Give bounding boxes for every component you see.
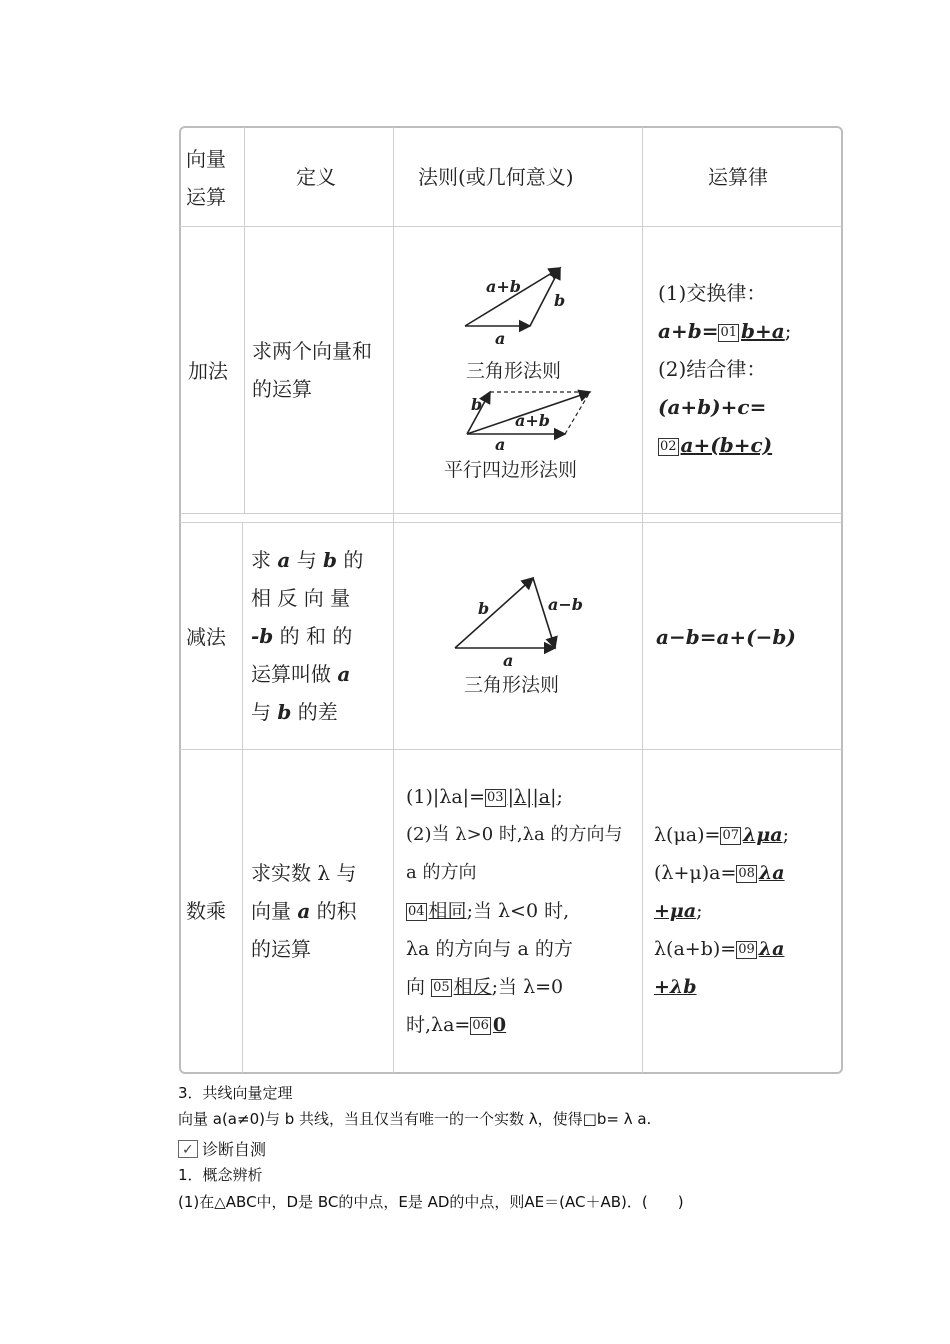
answer-box: 01 bbox=[720, 325, 738, 340]
def-scalar-multiplication: 求实数 λ 与 向量 a 的积 的运算 bbox=[251, 861, 357, 961]
caption-parallelogram-rule: 平行四边形法则 bbox=[444, 459, 578, 481]
theorem-text: 向量 a(a≠0)与 b 共线，当且仅当有唯一的一个实数 λ，使得□b= λ a. bbox=[178, 1110, 652, 1128]
header-rule: 法则(或几何意义) bbox=[418, 165, 574, 189]
answer-box: 05 bbox=[433, 980, 450, 995]
law-scalar-multiplication: λ(μa)= 07 λμa; (λ+μ)a= 08 λa +μa; λ(a+b)= 09 λa +λb bbox=[654, 824, 789, 998]
section-heading: 3．共线向量定理 bbox=[178, 1084, 293, 1102]
caption-triangle-rule: 三角形法则 bbox=[464, 674, 560, 696]
subtraction-triangle-diagram bbox=[445, 570, 595, 670]
op-addition: 加法 bbox=[188, 359, 228, 383]
label-a-minus-b: a−b bbox=[548, 595, 583, 614]
law-addition bbox=[658, 274, 838, 464]
law-line: 02 a+(b+c) bbox=[660, 433, 773, 457]
op-scalar-multiplication: 数乘 bbox=[186, 899, 226, 923]
law-line: (2)结合律： bbox=[658, 357, 767, 381]
law-subtraction: a−b=a+(−b) bbox=[656, 625, 796, 649]
rule-scalar-multiplication: (1)|λa|= 03 |λ||a|; (2)当 λ>0 时,λa 的方向与 a 的方向 04 相同;当 λ<0 时, λa 的方向与 a 的方 向 05 相反;当 λ=0 时,λa= 06 0 bbox=[406, 786, 623, 1036]
label-a: a bbox=[503, 651, 514, 670]
grid-line bbox=[393, 127, 394, 1073]
header-op: 向量运算 bbox=[186, 147, 226, 209]
label-b: b bbox=[478, 599, 490, 618]
vector-b bbox=[455, 578, 533, 648]
label-b: b bbox=[554, 291, 566, 310]
grid-line bbox=[180, 226, 842, 227]
check-pen-icon: ✓ bbox=[178, 1140, 198, 1158]
answer-box: 02 bbox=[660, 439, 677, 454]
parallelogram-rule-diagram bbox=[455, 384, 615, 454]
def-subtraction: 求 a 与 b 的 相 反 向 量 -b 的 和 的 运算叫做 a 与 b 的差 bbox=[251, 548, 364, 724]
grid-line bbox=[244, 127, 245, 513]
answer-box: 03 bbox=[487, 790, 504, 805]
label-a-plus-b: a+b bbox=[515, 411, 550, 430]
dashed-side bbox=[565, 392, 590, 434]
self-test-label: 诊断自测 bbox=[202, 1140, 267, 1159]
self-test-heading bbox=[178, 1137, 266, 1160]
answer-box: 08 bbox=[738, 866, 755, 881]
grid-line bbox=[642, 127, 643, 1073]
grid-line bbox=[180, 513, 842, 514]
header-law: 运算律 bbox=[708, 165, 768, 189]
label-b: b bbox=[471, 395, 483, 414]
def-addition: 求两个向量和的运算 bbox=[252, 339, 372, 401]
answer-box: 04 bbox=[408, 904, 425, 919]
law-line: (1)交换律： bbox=[658, 281, 767, 305]
answer-box: 09 bbox=[738, 942, 755, 957]
answer-box: 07 bbox=[722, 828, 740, 843]
law-line: a+b= 01 b+a; bbox=[658, 319, 792, 343]
grid-line bbox=[242, 522, 243, 1073]
answer-box: 06 bbox=[472, 1018, 489, 1033]
grid-line bbox=[180, 522, 842, 523]
label-a-plus-b: a+b bbox=[486, 277, 521, 296]
question-1: (1)在△ABC中，D是 BC的中点，E是 AD的中点，则AE＝(AC＋AB)．( ) bbox=[178, 1193, 684, 1211]
caption-triangle-rule: 三角形法则 bbox=[466, 360, 562, 382]
label-a: a bbox=[495, 435, 506, 454]
item-heading: 1．概念辨析 bbox=[178, 1166, 263, 1184]
header-definition: 定义 bbox=[296, 165, 336, 189]
triangle-rule-diagram bbox=[450, 260, 590, 350]
law-line: (a+b)+c= bbox=[658, 395, 767, 419]
op-subtraction: 减法 bbox=[186, 625, 226, 649]
grid-line bbox=[180, 749, 842, 750]
label-a: a bbox=[495, 329, 506, 348]
